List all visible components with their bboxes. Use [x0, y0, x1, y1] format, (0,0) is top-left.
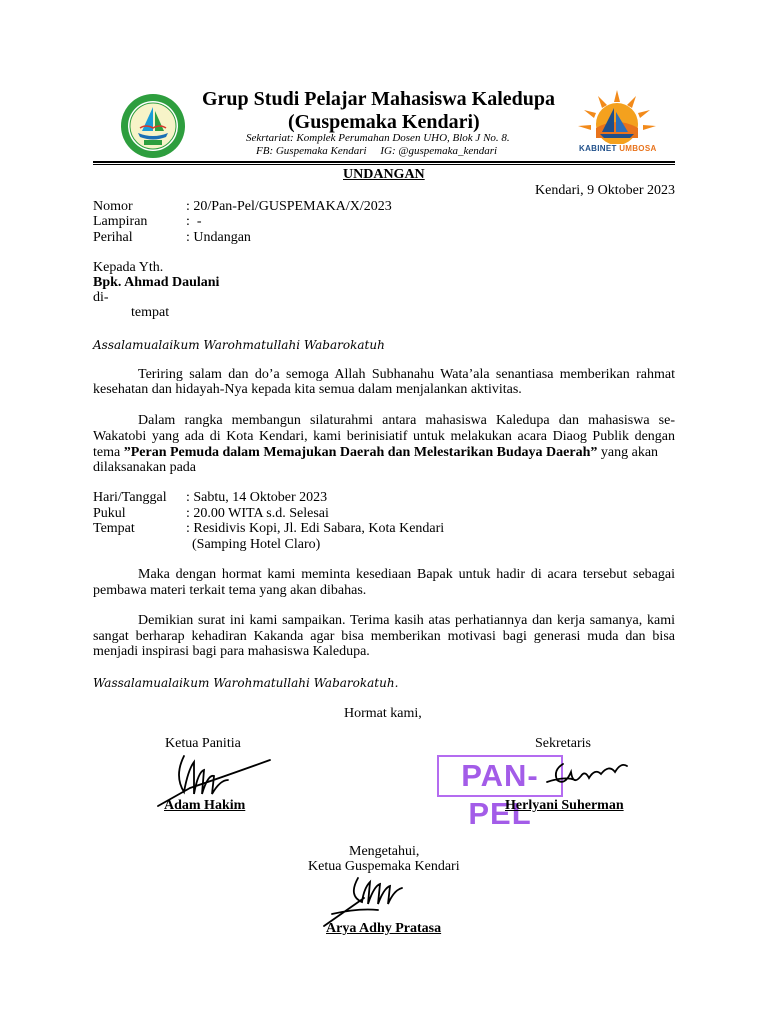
paragraph-2-line-2: Wakatobi yang ada di Kota Kendari, kami berinisiatif untuk melakukan acara Diaog Publik dengan [93, 429, 675, 444]
secretariat-address: Sekrtariat: Komplek Perumahan Dosen UHO, Blok J No. 8. [246, 132, 510, 144]
event-theme: ”Peran Pemuda dalam Memajukan Daerah dan Melestarikan Budaya Daerah” [123, 445, 598, 460]
left-signatory-name: Adam Hakim [164, 798, 246, 813]
event-value-time: : 20.00 WITA s.d. Selesai [186, 506, 329, 521]
recipient-salutation: Kepada Yth. [93, 260, 164, 275]
meta-label-subject: Perihal [93, 230, 133, 245]
right-signature [545, 752, 630, 797]
event-value-date: : Sabtu, 14 Oktober 2023 [186, 490, 328, 505]
paragraph-4-line-2: sangat berharap kehadiran Kakanda agar bisa memberikan motivasi bagi generasi muda dan bisa [93, 629, 675, 644]
right-signatory-name: Herlyani Suherman [505, 798, 624, 813]
social-media-handles: FB: Guspemaka Kendari IG: @guspemaka_kendari [256, 145, 498, 157]
organization-short-name: (Guspemaka Kendari) [288, 111, 480, 133]
closing-greeting: Wassalamualaikum Warohmatullahi Wabarokatuh. [93, 676, 399, 690]
paragraph-2-line-1: Dalam rangka membangun silaturahmi antara mahasiswa Kaledupa dan mahasiswa se- [138, 413, 675, 428]
paragraph-1-line-2: kesehatan dan hidayah-Nya kepada kita semua dalam menjalankan aktivitas. [93, 382, 522, 397]
paragraph-2-line-4: dilaksanakan pada [93, 460, 197, 475]
letter-title: UNDANGAN [343, 167, 425, 182]
event-label-time: Pukul [93, 506, 126, 521]
right-signatory-role: Sekretaris [535, 736, 591, 751]
paragraph-1-line-1: Teriring salam dan do’a semoga Allah Subhanahu Wata’ala senantiasa memberikan rahmat [138, 367, 675, 382]
recipient-location-prefix: di- [93, 290, 109, 305]
left-signatory-role: Ketua Panitia [165, 736, 241, 751]
acknowledgement-name: Arya Adhy Pratasa [326, 921, 442, 936]
closing-phrase: Hormat kami, [344, 706, 422, 721]
paragraph-3-line-1: Maka dengan hormat kami meminta kesediaan Bapak untuk hadir di acara tersebut sebagai [138, 567, 675, 582]
event-place-note: (Samping Hotel Claro) [192, 537, 321, 552]
event-label-date: Hari/Tanggal [93, 490, 167, 505]
event-value-place: : Residivis Kopi, Jl. Edi Sabara, Kota Kendari [186, 521, 445, 536]
meta-value-number: : 20/Pan-Pel/GUSPEMAKA/X/2023 [186, 199, 392, 214]
paragraph-4-line-1: Demikian surat ini kami sampaikan. Terima kasih atas perhatiannya dan kerja samanya, kami [138, 613, 675, 628]
header-divider-thin [93, 164, 675, 165]
cabinet-name: KABINET UMBOSA [579, 144, 657, 153]
committee-stamp: PAN-PEL [437, 755, 563, 797]
meta-label-number: Nomor [93, 199, 133, 214]
acknowledgement-label: Mengetahui, [349, 844, 420, 859]
paragraph-4-line-3: menjadi inspirasi bagi para mahasiswa Kaledupa. [93, 644, 370, 659]
header-divider [93, 161, 675, 163]
meta-value-subject: : Undangan [186, 230, 251, 245]
paragraph-2-line-3: tema ”Peran Pemuda dalam Memajukan Daerah dan Melestarikan Budaya Daerah” yang akan [93, 445, 659, 460]
acknowledgement-role: Ketua Guspemaka Kendari [308, 859, 460, 874]
meta-value-attachment: : - [186, 214, 202, 229]
event-label-place: Tempat [93, 521, 135, 536]
opening-greeting: Assalamualaikum Warohmatullahi Wabarokatuh [93, 338, 385, 352]
meta-label-attachment: Lampiran [93, 214, 148, 229]
paragraph-3-line-2: pembawa materi terkait tema yang akan dibahas. [93, 583, 367, 598]
recipient-name: Bpk. Ahmad Daulani [93, 275, 220, 290]
recipient-location: tempat [131, 305, 170, 320]
guspemaka-logo [120, 93, 186, 159]
organization-name: Grup Studi Pelajar Mahasiswa Kaledupa [202, 88, 556, 110]
place-date: Kendari, 9 Oktober 2023 [535, 183, 675, 198]
